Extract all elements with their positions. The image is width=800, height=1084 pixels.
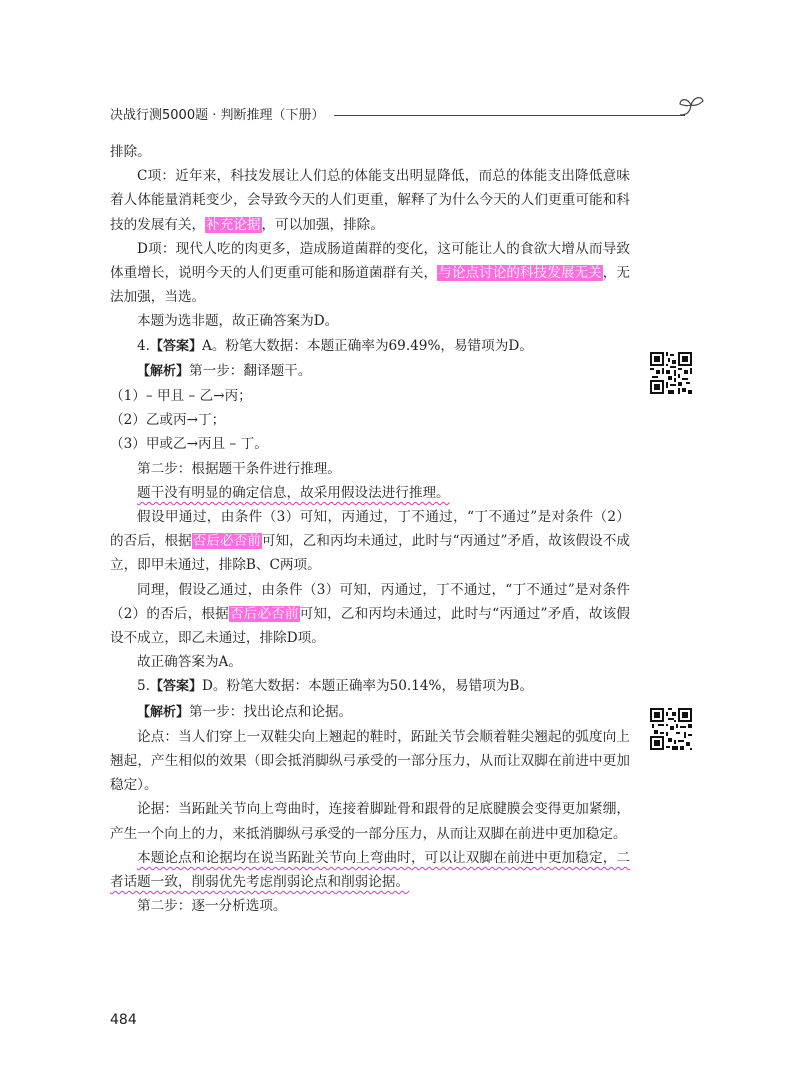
paragraph: 排除。: [110, 144, 151, 160]
paragraph-option-d: D项：现代人吃的肉更多，造成肠道菌群的变化，这可能让人的食欲大增从而导致体重增长，说明今天的人们更重可能和肠道菌群有关，与论点讨论的科技发展无关，无法加强，当选。: [110, 240, 631, 306]
paragraph: 论据：当跖趾关节向上弯曲时，连接着脚趾骨和跟骨的足底腱膜会变得更加紧绷，产生一个向上的力，来抵消脚纵弓承受的一部分压力，从而让双脚在前进中更加稳定。: [110, 801, 630, 842]
header-title: 决战行测5000题 · 判断推理（下册）: [110, 108, 325, 123]
highlight-mark: 否后必否前: [192, 533, 261, 550]
header-rule: [334, 115, 685, 116]
condition-1: （1）– 甲且 – 乙→丙；: [110, 388, 252, 405]
sprout-icon: [676, 93, 706, 119]
qr-code-icon[interactable]: [650, 352, 692, 394]
analysis-line-q4: 【解析】第一步：翻译题干。: [137, 362, 312, 379]
wavy-underline-text: 题干没有明显的确定信息，故采用假设法进行推理。: [137, 484, 450, 501]
paragraph: [110, 846, 630, 894]
paragraph: 本题为选非题，故正确答案为D。: [137, 313, 339, 330]
paragraph: 同理，假设乙通过，由条件（3）可知，丙通过，丁不通过，“丁不通过”是对条件（2）的否后，根据否后必否前可知，乙和丙均未通过，此时与“丙通过”矛盾，故该假设不成立，即乙未通过，排除D项。: [110, 581, 631, 647]
analysis-line-q5: 【解析】第一步：找出论点和论据。: [137, 703, 353, 720]
condition-2: （2）乙或丙→丁；: [110, 412, 226, 429]
paragraph: 第二步：逐一分析选项。: [137, 898, 287, 915]
paragraph-option-c: C项：近年来，科技发展让人们总的体能支出明显降低，而总的体能支出降低意味着人体能量消耗变少，会导致今天的人们更重，解释了为什么今天的人们更重可能和科技的发展有关，补充论据，可以加强，排除。: [110, 168, 630, 233]
condition-3: （3）甲或乙→丙且 – 丁。: [110, 436, 268, 453]
paragraph: 故正确答案为A。: [137, 654, 242, 671]
wavy-underline-text: 本题论点和论据均在说当跖趾关节向上弯曲时，可以让双脚在前进中更加稳定，二者话题一致，削弱优先考虑削弱论点和削弱论据。: [110, 849, 630, 891]
paragraph: 论点：当人们穿上一双鞋尖向上翘起的鞋时，跖趾关节会顺着鞋尖翘起的弧度向上翘起，产生相似的效果（即会抵消脚纵弓承受的一部分压力，从而让双脚在前进中更加稳定）。: [110, 728, 630, 794]
highlight-mark: 补充论据: [206, 216, 261, 233]
paragraph: 第二步：根据题干条件进行推理。: [137, 460, 341, 477]
answer-line-q5: 5.【答案】D。粉笔大数据：本题正确率为50.14%，易错项为B。: [137, 678, 534, 695]
qr-code-icon[interactable]: [650, 708, 692, 750]
highlight-mark: 与论点讨论的科技发展无关: [438, 265, 602, 282]
highlight-mark: 否后必否前: [229, 605, 299, 622]
answer-line-q4: 4.【答案】A。粉笔大数据：本题正确率为69.49%，易错项为D。: [137, 337, 533, 354]
page-body: [110, 140, 630, 919]
paragraph: [110, 481, 630, 505]
page-number: 484: [110, 1012, 137, 1028]
paragraph: 假设甲通过，由条件（3）可知，丙通过，丁不通过，“丁不通过”是对条件（2）的否后，根据否后必否前可知，乙和丙均未通过，此时与“丙通过”矛盾，故该假设不成立，即甲未通过，排除B、C两项。: [110, 509, 631, 574]
